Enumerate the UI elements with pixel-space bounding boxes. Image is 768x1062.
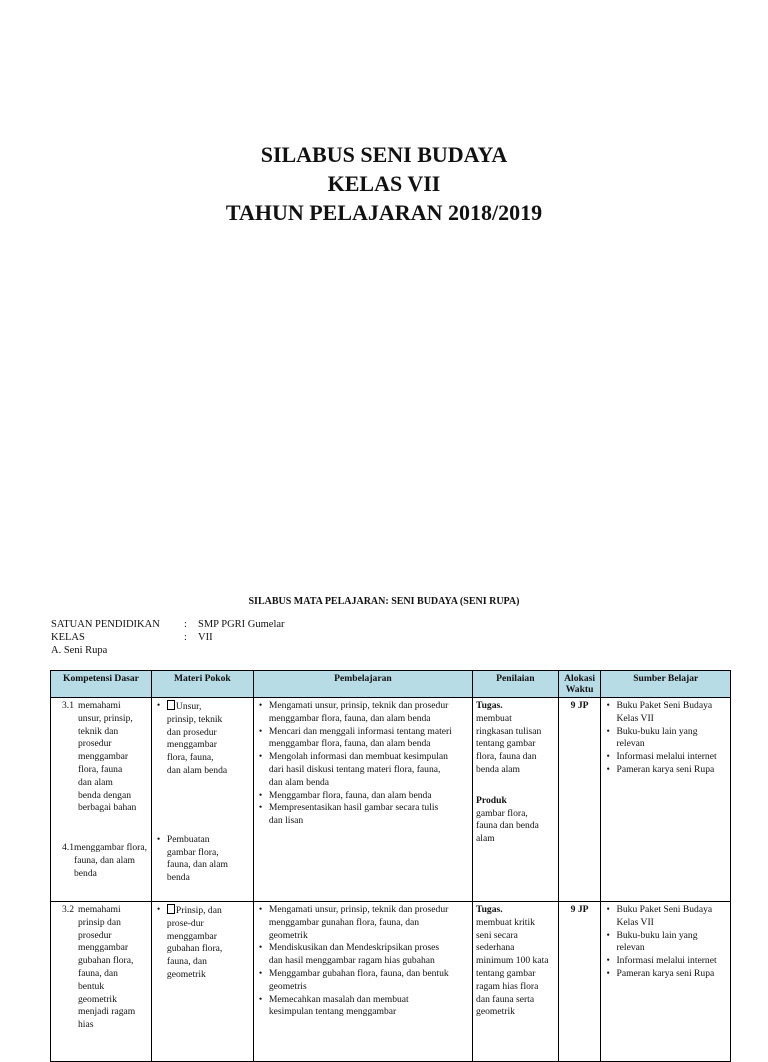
- alokasi-cell: 9 JP: [558, 698, 601, 902]
- materi-item: [155, 700, 229, 778]
- syllabus-table: [50, 670, 731, 1062]
- bullet-icon: •: [156, 833, 161, 845]
- info-colon: :: [184, 619, 187, 630]
- kompetensi-dasar-cell: [51, 698, 152, 902]
- checkbox-glyph-icon: [167, 700, 175, 710]
- penilaian-text: membuat kritik seni secara sederhana minimum 100 kata tentang gambar ragam hias flora dan fauna serta geometrik: [476, 916, 549, 1018]
- bullet-icon: •: [156, 700, 161, 711]
- kd-text: menggambar flora, fauna, dan alam benda: [74, 842, 147, 879]
- alokasi-cell: 9 JP: [558, 902, 601, 1062]
- list-item: • Menggambar gubahan flora, fauna, dan bentuk geometris: [257, 968, 454, 994]
- list-item: • Buku Paket Seni Budaya Kelas VII: [604, 700, 722, 726]
- info-label: KELAS: [51, 632, 85, 643]
- school-info: [51, 618, 285, 657]
- table-row: [51, 698, 731, 902]
- materi-text: Unsur, prinsip, teknik dan prosedur menggambar flora, fauna, dan alam benda: [166, 701, 228, 776]
- bullet-icon: •: [156, 904, 161, 915]
- materi-item: [155, 834, 229, 885]
- kd-item: [54, 700, 148, 815]
- penilaian-head: Produk: [476, 794, 507, 806]
- pembelajaran-list: [257, 700, 469, 828]
- kd-text: memahami unsur, prinsip, teknik dan prosedur menggambar flora, fauna dan alam benda dengan berbagai bahan: [78, 700, 137, 814]
- title-line: SILABUS SENI BUDAYA: [260, 142, 508, 167]
- info-label: SATUAN PENDIDIKAN: [51, 619, 160, 630]
- kd-number: 3.1: [62, 700, 74, 711]
- list-item: • Buku-buku lain yang relevan: [604, 930, 722, 956]
- info-value: SMP PGRI Gumelar: [198, 619, 285, 630]
- materi-item: [155, 904, 229, 982]
- sumber-list: [604, 700, 727, 777]
- list-item: • Menggambar flora, fauna, dan alam benda: [257, 790, 454, 803]
- kd-number: 3.2: [62, 904, 74, 915]
- list-item: • Buku Paket Seni Budaya Kelas VII: [604, 904, 722, 930]
- list-item: • Mempresentasikan hasil gambar secara tulis dan lisan: [257, 802, 454, 828]
- section-label: A. Seni Rupa: [51, 645, 108, 656]
- list-item: • Mendiskusikan dan Mendeskripsikan proses dan hasil menggambar ragam hias gubahan: [257, 942, 454, 968]
- document-title: [0, 140, 768, 227]
- table-header-row: [51, 671, 731, 698]
- header-penilaian: Penilaian: [473, 671, 559, 698]
- list-item: • Mengolah informasi dan membuat kesimpulan dari hasil diskusi tentang materi flora, fauna, dan alam benda: [257, 751, 454, 789]
- list-item: • Pameran karya seni Rupa: [604, 968, 722, 981]
- info-row: [51, 618, 285, 631]
- pembelajaran-list: [257, 904, 469, 1019]
- materi-pokok-cell: [151, 902, 253, 1062]
- kd-text: memahami prinsip dan prosedur menggambar gubahan flora, fauna, dan bentuk geometrik menjadi ragam hias: [78, 904, 136, 1031]
- header-materi-pokok: Materi Pokok: [151, 671, 253, 698]
- penilaian-block: [476, 700, 551, 777]
- pembelajaran-cell: [253, 698, 472, 902]
- list-item: • Buku-buku lain yang relevan: [604, 726, 722, 752]
- penilaian-text: gambar flora, fauna dan benda alam: [476, 807, 539, 845]
- list-item: • Mengamati unsur, prinsip, teknik dan prosedur menggambar gunahan flora, fauna, dan geometrik: [257, 904, 454, 942]
- title-line: TAHUN PELAJARAN 2018/2019: [225, 200, 543, 225]
- kd-item: [54, 904, 148, 1032]
- materi-text: Pembuatan gambar flora, fauna, dan alam benda: [166, 833, 228, 884]
- sumber-belajar-cell: [601, 902, 731, 1062]
- header-sumber-belajar: Sumber Belajar: [601, 671, 731, 698]
- penilaian-text: membuat ringkasan tulisan tentang gambar flora, fauna dan benda alam: [476, 712, 542, 775]
- title-line: KELAS VII: [327, 171, 441, 196]
- materi-text: Prinsip, dan prose-dur menggambar gubahan flora, fauna, dan geometrik: [166, 905, 223, 980]
- list-item: • Mencari dan menggali informasi tentang materi menggambar flora, fauna, dan alam benda: [257, 726, 454, 752]
- sumber-belajar-cell: [601, 698, 731, 902]
- penilaian-cell: [473, 902, 559, 1062]
- penilaian-head: Tugas.: [476, 700, 503, 711]
- penilaian-block: [476, 795, 551, 846]
- kompetensi-dasar-cell: [51, 902, 152, 1062]
- syllabus-title: SILABUS MATA PELAJARAN: SENI BUDAYA (SENI RUPA): [248, 596, 520, 607]
- info-row: [51, 631, 285, 644]
- info-colon: :: [184, 632, 187, 643]
- sumber-list: [604, 904, 727, 981]
- header-pembelajaran: Pembelajaran: [253, 671, 472, 698]
- penilaian-block: [476, 904, 551, 1019]
- header-kompetensi-dasar: Kompetensi Dasar: [51, 671, 152, 698]
- materi-pokok-cell: [151, 698, 253, 902]
- kd-item: [54, 842, 148, 880]
- table-row: [51, 902, 731, 1062]
- info-value: VII: [198, 632, 213, 643]
- checkbox-glyph-icon: [167, 904, 175, 914]
- list-item: • Mengamati unsur, prinsip, teknik dan prosedur menggambar flora, fauna, dan alam benda: [257, 700, 454, 726]
- list-item: • Memecahkan masalah dan membuat kesimpulan tentang menggambar: [257, 994, 454, 1020]
- pembelajaran-cell: [253, 902, 472, 1062]
- penilaian-head: Tugas.: [476, 904, 503, 915]
- header-alokasi-waktu: Alokasi Waktu: [558, 671, 601, 698]
- list-item: • Informasi melalui internet: [604, 955, 722, 968]
- list-item: • Pameran karya seni Rupa: [604, 764, 722, 777]
- list-item: • Informasi melalui internet: [604, 751, 722, 764]
- kd-number: 4.1: [62, 842, 74, 854]
- penilaian-cell: [473, 698, 559, 902]
